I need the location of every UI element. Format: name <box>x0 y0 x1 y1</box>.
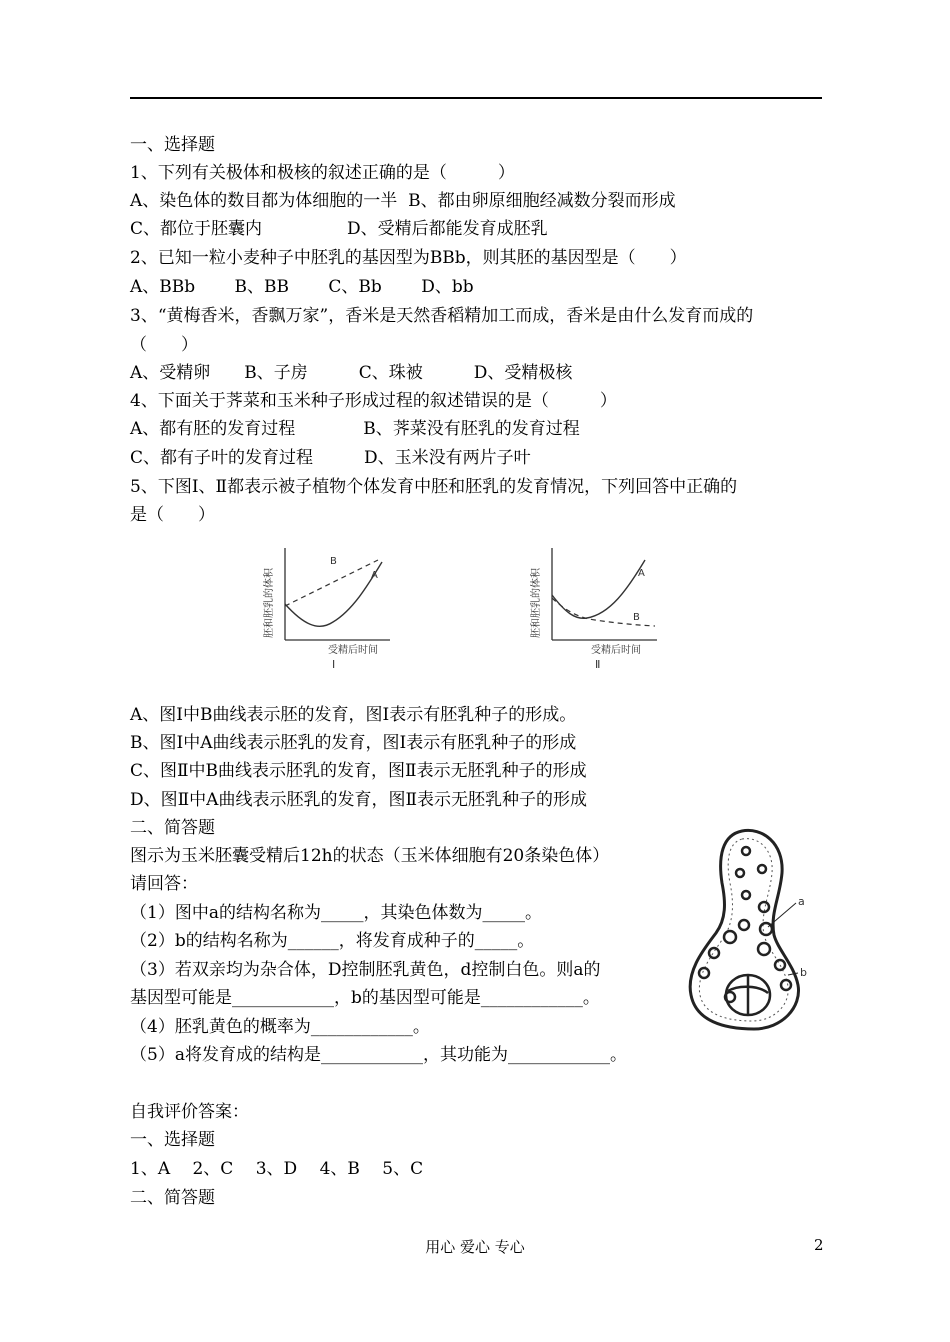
question-4: 4、下面关于荠菜和玉米种子形成过程的叙述错误的是（ ） <box>130 391 617 411</box>
sub-question-5: （5）a将发育成的结构是____________，其功能为____________。 <box>130 1045 627 1065</box>
answer-key-heading: 自我评价答案： <box>130 1102 249 1122</box>
answer-key-choice-heading: 一、选择题 <box>130 1130 215 1150</box>
embryo-cell-cluster <box>726 975 770 1015</box>
nuclei-group <box>699 847 791 1002</box>
figure-1-ylabel: 胚和胚乳的体积 <box>264 568 275 638</box>
q5-option-d: D、图Ⅱ中A曲线表示胚乳的发育，图Ⅱ表示无胚乳种子的形成 <box>130 790 588 810</box>
answer-key-short-heading: 二、简答题 <box>130 1188 215 1208</box>
q4-options-c-d: C、都有子叶的发育过程 D、玉米没有两片子叶 <box>130 448 531 468</box>
section-heading-short-answer: 二、简答题 <box>130 818 215 838</box>
label-b: b <box>800 966 807 979</box>
sub-question-2: （2）b的结构名称为______，将发育成种子的_____。 <box>130 931 535 951</box>
figure-2-curve-b-label: B <box>633 612 640 623</box>
q1-options-c-d: C、都位于胚囊内 D、受精后都能发育成胚乳 <box>130 219 548 239</box>
figure-2-caption: Ⅱ <box>595 658 601 671</box>
label-a: a <box>798 895 805 908</box>
figure-1-xlabel: 受精后时间 <box>328 645 378 656</box>
sub-question-1: （1）图中a的结构名称为_____，其染色体数为_____。 <box>130 903 542 923</box>
sub-question-3: （3）若双亲均为杂合体，D控制胚乳黄色，d控制白色。则a的 <box>130 960 601 980</box>
q5-option-b: B、图Ⅰ中A曲线表示胚乳的发育，图Ⅰ表示有胚乳种子的形成 <box>130 733 577 753</box>
pointer-a <box>768 903 796 927</box>
figure-2-curve-a-label: A <box>638 568 645 579</box>
q3-options: A、受精卵 B、子房 C、珠被 D、受精极核 <box>130 363 573 383</box>
footer-motto: 用心 爱心 专心 <box>425 1238 525 1256</box>
figure-2-ylabel: 胚和胚乳的体积 <box>531 568 542 638</box>
q4-options-a-b: A、都有胚的发育过程 B、荠菜没有胚乳的发育过程 <box>130 419 580 439</box>
figure-1-caption: Ⅰ <box>332 658 336 671</box>
question-3-blank: （ ） <box>130 335 198 355</box>
question-3: 3、“黄梅香米，香飘万家”，香米是天然香稻精加工而成，香米是由什么发育而成的 <box>130 306 754 326</box>
q5-option-a: A、图Ⅰ中B曲线表示胚的发育，图Ⅰ表示有胚乳种子的形成。 <box>130 705 577 725</box>
sub-question-4: （4）胚乳黄色的概率为____________。 <box>130 1017 430 1037</box>
figure-1-curve-b-label: B <box>330 556 337 567</box>
sub-question-3-cont: 基因型可能是____________，b的基因型可能是____________。 <box>130 988 600 1008</box>
question-5: 5、下图Ⅰ、Ⅱ都表示被子植物个体发育中胚和胚乳的发育情况，下列回答中正确的 <box>130 477 738 497</box>
short-answer-prompt: 请回答： <box>130 874 198 894</box>
question-1: 1、下列有关极体和极核的叙述正确的是（ ） <box>130 163 515 183</box>
figure-2-curve-a <box>552 560 645 618</box>
figure-2 <box>525 540 675 679</box>
q5-option-c: C、图Ⅱ中B曲线表示胚乳的发育，图Ⅱ表示无胚乳种子的形成 <box>130 761 587 781</box>
embryo-sac-diagram <box>682 825 817 1039</box>
q2-options: A、BBb B、BB C、Bb D、bb <box>130 277 474 297</box>
answer-key-choice: 1、A 2、C 3、D 4、B 5、C <box>130 1159 424 1179</box>
figure-2-axes <box>552 548 657 640</box>
header-rule <box>130 97 822 99</box>
question-2: 2、已知一粒小麦种子中胚乳的基因型为BBb，则其胚的基因型是（ ） <box>130 248 687 268</box>
page-number: 2 <box>814 1236 824 1254</box>
q1-options-a-b: A、染色体的数目都为体细胞的一半 B、都由卵原细胞经减数分裂而形成 <box>130 191 676 211</box>
question-5-cont: 是（ ） <box>130 505 215 525</box>
figure-1-curve-a <box>285 562 382 626</box>
figure-1-curve-a-label: A <box>371 570 378 581</box>
short-answer-intro: 图示为玉米胚囊受精后12h的状态（玉米体细胞有20条染色体） <box>130 846 610 866</box>
section-heading-choice: 一、选择题 <box>130 135 215 155</box>
figure-2-xlabel: 受精后时间 <box>591 645 641 656</box>
figure-1 <box>258 540 408 679</box>
